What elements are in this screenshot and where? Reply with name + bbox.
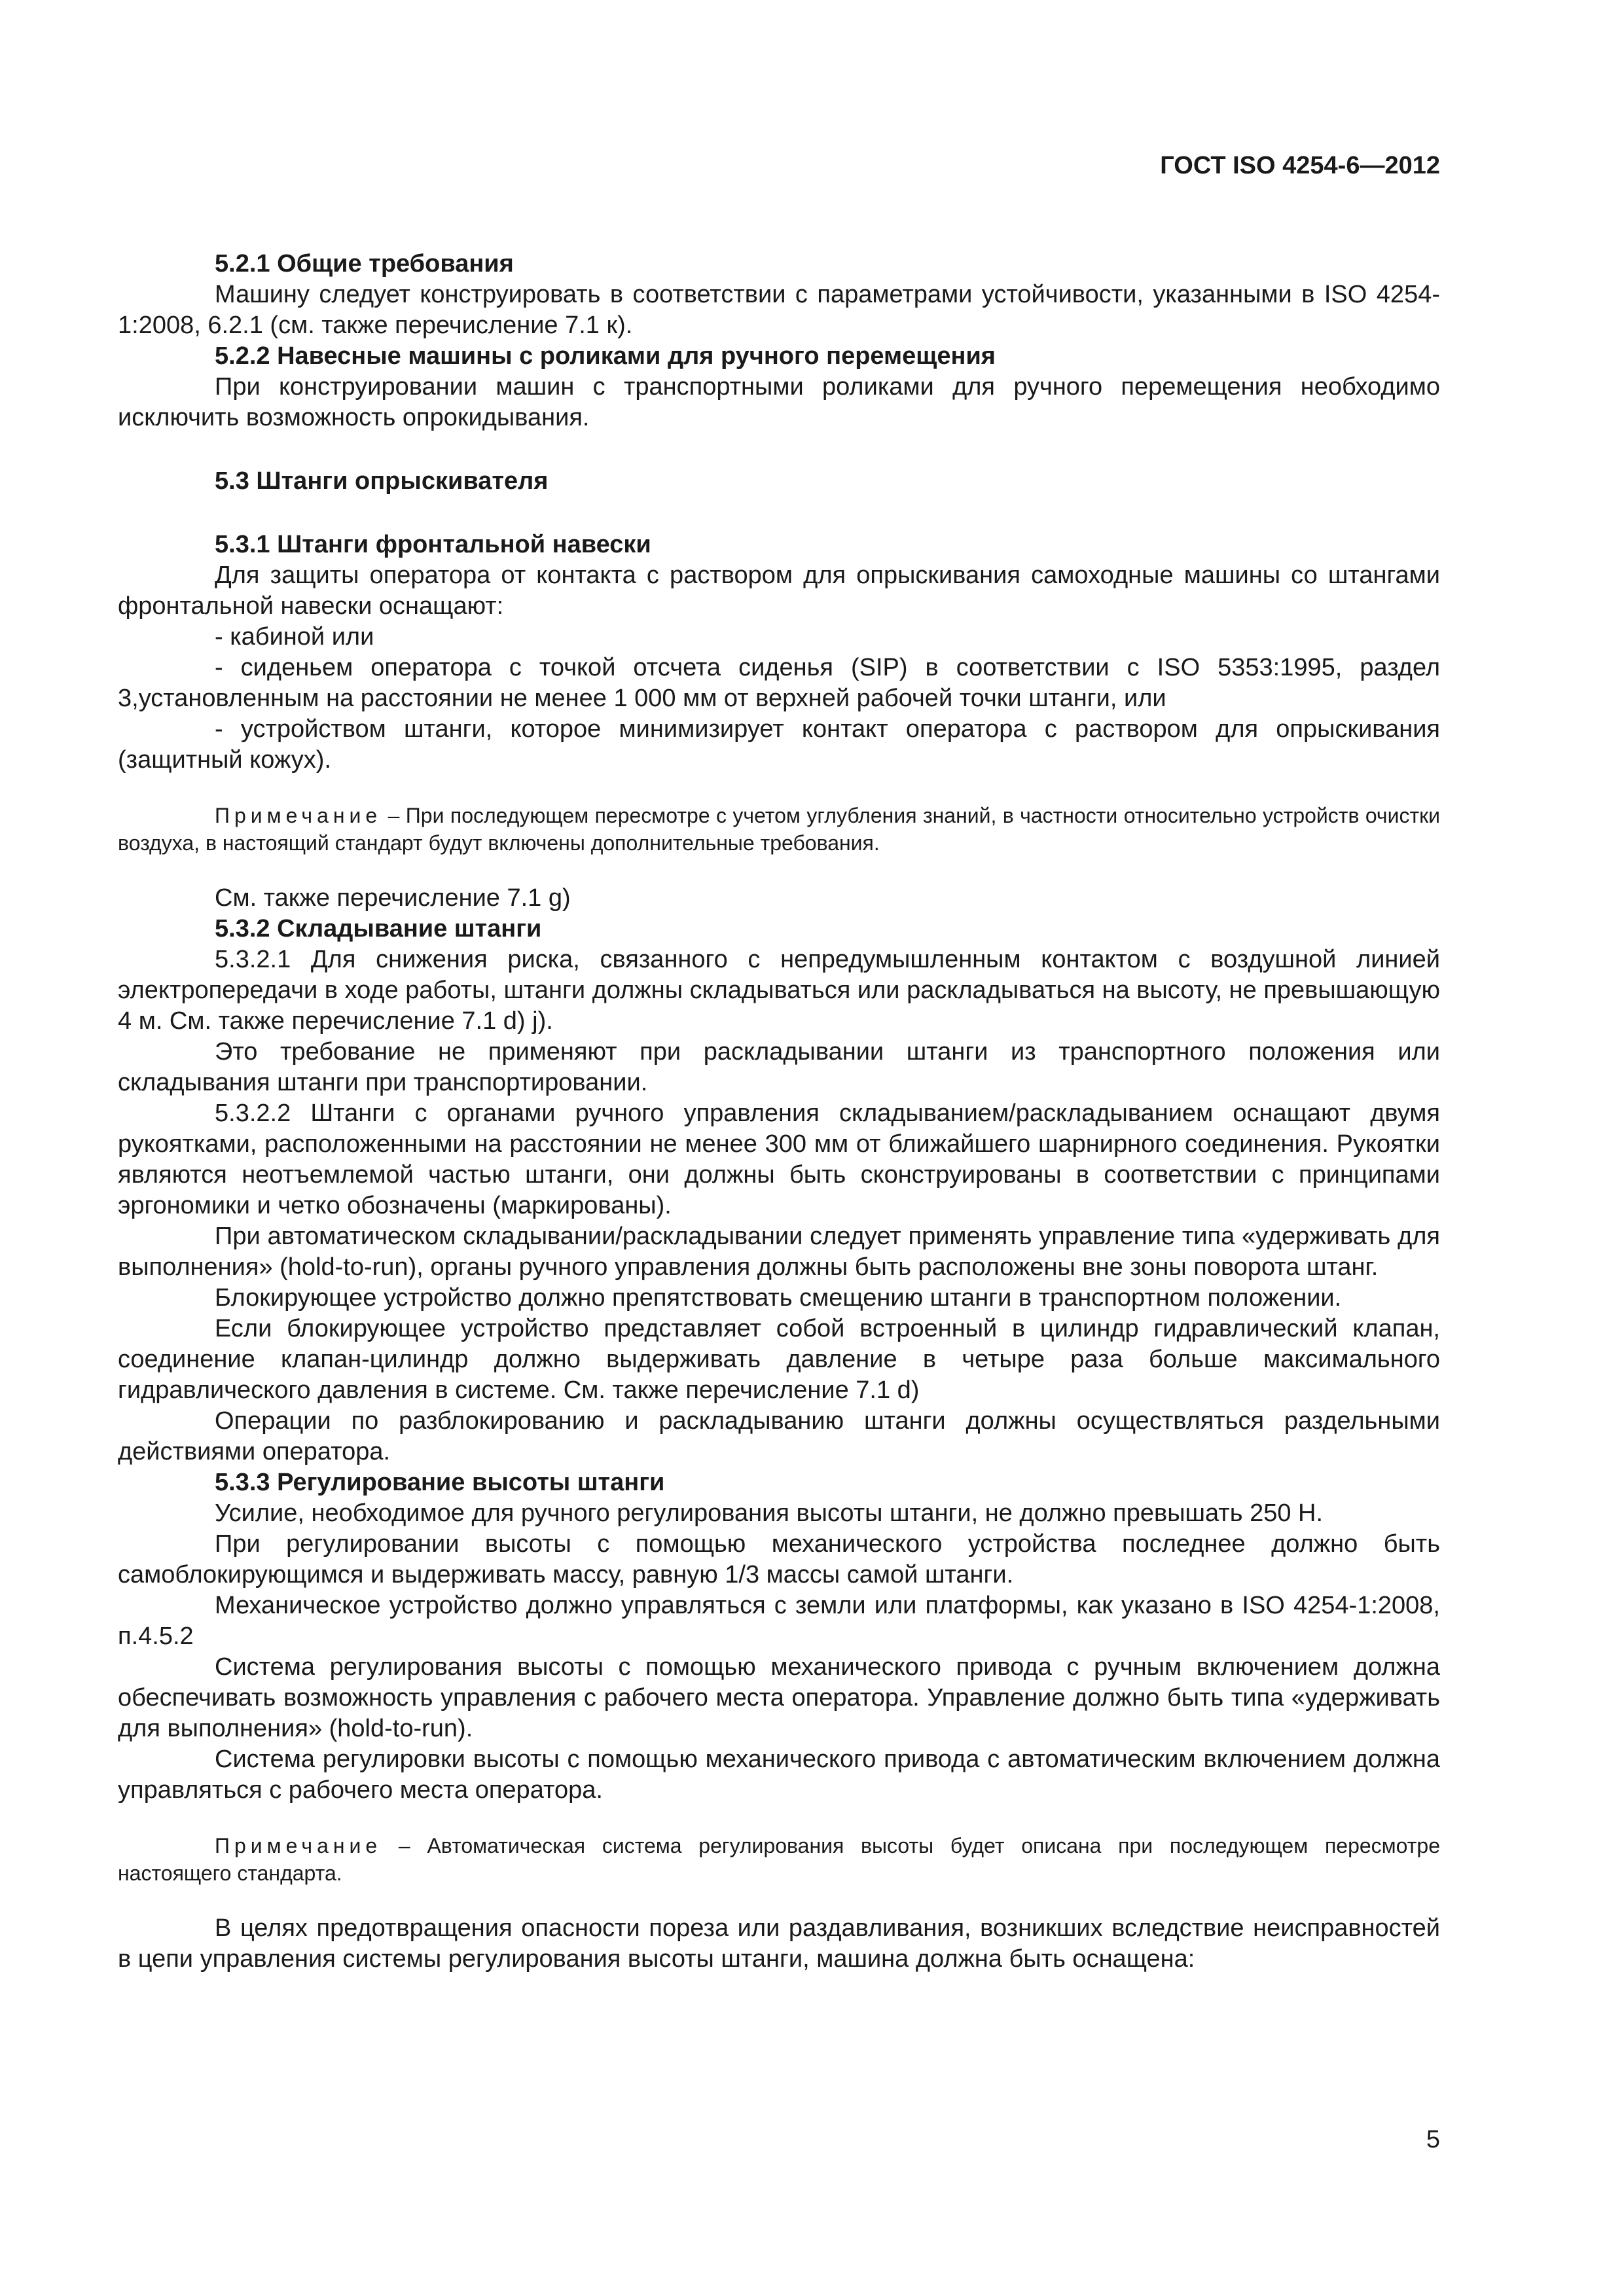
section-5-3-3-paragraph-3: Механическое устройство должно управляться с земли или платформы, как указано в ISO 4254-1:2008, п.4.5.2 <box>118 1592 1440 1650</box>
section-5-3-2-1-paragraph-1: 5.3.2.1 Для снижения риска, связанного с непредумышленным контактом с воздушной линией электропередачи в ходе работы, штанги должны складываться или раскладываться на высоту, не превышающую 4 м. См. также перечисление 7.1 d) j). <box>118 946 1440 1035</box>
section-5-3-2-2-paragraph-5: Операции по разблокированию и раскладыванию штанги должны осуществляться раздельными действиями оператора. <box>118 1407 1440 1465</box>
section-5-3-2-2-paragraph-4: Если блокирующее устройство представляет собой встроенный в цилиндр гидравлический клапан, соединение клапан-цилиндр должно выдерживать давление в четыре раза больше максимального гидравлического давления в системе. См. также перечисление 7.1 d) <box>118 1315 1440 1404</box>
note-2-label: Примечание <box>215 1834 382 1857</box>
note-2-text: – Автоматическая система регулирования высоты будет описана при последующем пересмотре настоящего стандарта. <box>118 1834 1440 1885</box>
section-5-3-1-see-also: См. также перечисление 7.1 g) <box>215 884 571 912</box>
document-code-header: ГОСТ ISO 4254-6—2012 <box>1160 152 1440 179</box>
section-5-3-2-1-paragraph-2: Это требование не применяют при раскладывании штанги из транспортного положения или складывания штанги при транспортировании. <box>118 1038 1440 1096</box>
section-5-3-2-2-paragraph-3: Блокирующее устройство должно препятствовать смещению штанги в транспортном положении. <box>215 1284 1342 1312</box>
section-5-3-3-paragraph-5: Система регулировки высоты с помощью механического привода с автоматическим включением должна управляться с рабочего места оператора. <box>118 1746 1440 1804</box>
section-5-3-2-2-paragraph-1: 5.3.2.2 Штанги с органами ручного управления складыванием/раскладыванием оснащают двумя рукоятками, расположенными на расстоянии не менее 300 мм от ближайшего шарнирного соединения. Рукоятки являются неотъемлемой частью штанги, они должны быть сконструированы в соответствии с принципами эргономики и четко обозначены (маркированы). <box>118 1100 1440 1219</box>
section-5-3-3-paragraph-6: В целях предотвращения опасности пореза или раздавливания, возникших вследствие неисправностей в цепи управления системы регулирования высоты штанги, машина должна быть оснащена: <box>118 1914 1440 1973</box>
section-5-3-1-list-item-1: - кабиной или <box>215 623 374 651</box>
section-5-2-2-title: 5.2.2 Навесные машины с роликами для ручного перемещения <box>215 342 996 370</box>
section-5-3-title: 5.3 Штанги опрыскивателя <box>215 467 549 495</box>
section-5-2-1-paragraph: Машину следует конструировать в соответствии с параметрами устойчивости, указанными в ISO 4254-1:2008, 6.2.1 (см. также перечисление 7.1 к). <box>118 281 1440 339</box>
section-5-3-3-paragraph-2: При регулировании высоты с помощью механического устройства последнее должно быть самоблокирующимся и выдерживать массу, равную 1/3 массы самой штанги. <box>118 1530 1440 1588</box>
section-5-2-1-title: 5.2.1 Общие требования <box>215 250 514 278</box>
section-5-3-1-list-item-2: - сиденьем оператора с точкой отсчета сиденья (SIP) в соответствии с ISO 5353:1995, раздел 3,установленным на расстоянии не менее 1 000 мм от верхней рабочей точки штанги, или <box>118 654 1440 712</box>
section-5-2-2-paragraph: При конструировании машин с транспортными роликами для ручного перемещения необходимо исключить возможность опрокидывания. <box>118 373 1440 431</box>
note-1-label: Примечание <box>215 804 382 827</box>
note-1 <box>118 802 1440 857</box>
section-5-3-2-title: 5.3.2 Складывание штанги <box>215 915 542 942</box>
section-5-3-1-title: 5.3.1 Штанги фронтальной навески <box>215 531 651 558</box>
note-2 <box>118 1832 1440 1887</box>
section-5-3-3-title: 5.3.3 Регулирование высоты штанги <box>215 1469 665 1496</box>
section-5-3-1-list-item-3: - устройством штанги, которое минимизирует контакт оператора с раствором для опрыскивания (защитный кожух). <box>118 715 1440 774</box>
section-5-3-3-paragraph-4: Система регулирования высоты с помощью механического привода с ручным включением должна обеспечивать возможность управления с рабочего места оператора. Управление должно быть типа «удерживать для выполнения» (hold-to-run). <box>118 1653 1440 1742</box>
section-5-3-1-paragraph: Для защиты оператора от контакта с раствором для опрыскивания самоходные машины со штангами фронтальной навески оснащают: <box>118 562 1440 620</box>
page-number: 5 <box>1426 2126 1440 2153</box>
section-5-3-2-2-paragraph-2: При автоматическом складывании/раскладывании следует применять управление типа «удерживать для выполнения» (hold-to-run), органы ручного управления должны быть расположены вне зоны поворота штанг. <box>118 1223 1440 1281</box>
document-body <box>118 249 1440 1975</box>
note-1-text: – При последующем пересмотре с учетом углубления знаний, в частности относительно устройств очистки воздуха, в настоящий стандарт будут включены дополнительные требования. <box>118 804 1440 855</box>
section-5-3-3-paragraph-1: Усилие, необходимое для ручного регулирования высоты штанги, не должно превышать 250 Н. <box>215 1499 1324 1527</box>
